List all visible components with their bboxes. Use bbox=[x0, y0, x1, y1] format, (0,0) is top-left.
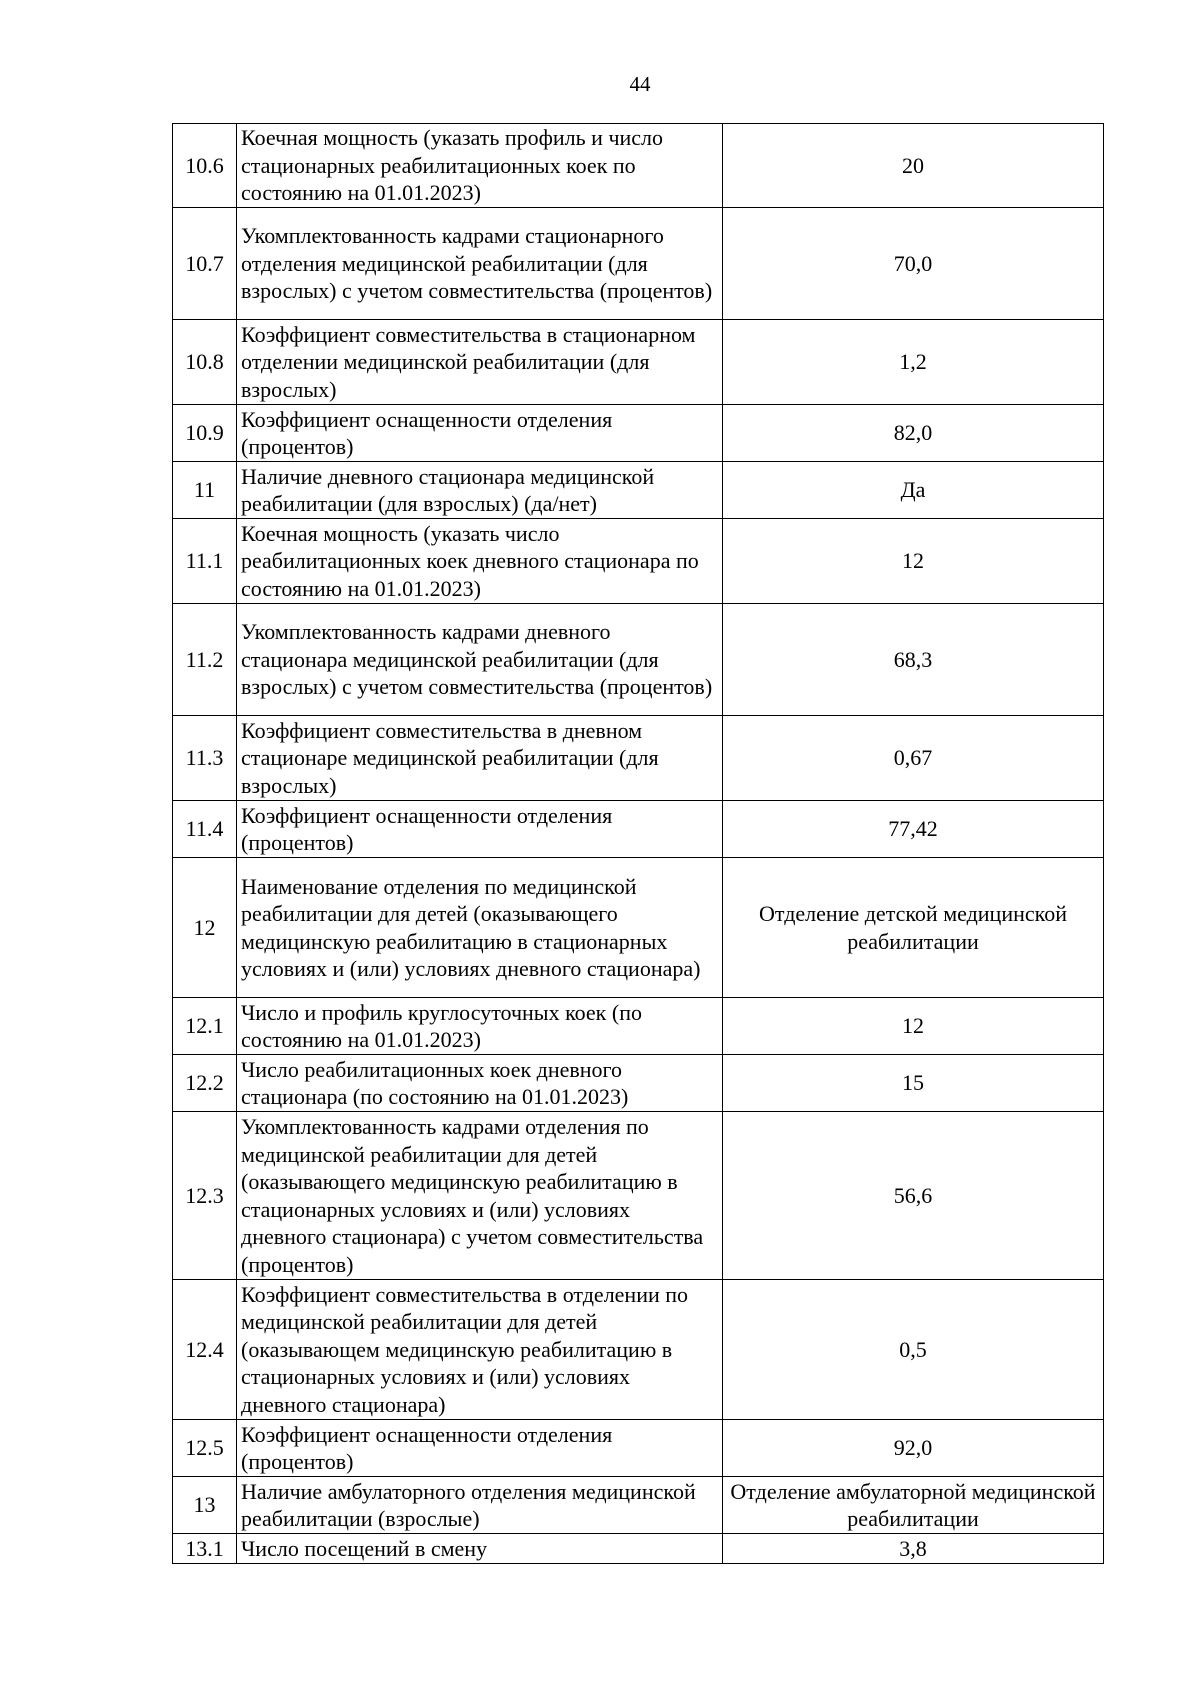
row-description: Наименование отделения по медицинской реабилитации для детей (оказывающего медицинскую реабилитацию в стационарных условиях и (или) условиях дневного стационара) bbox=[237, 858, 723, 998]
row-number: 11.4 bbox=[173, 801, 237, 858]
row-description: Укомплектованность кадрами дневного стационара медицинской реабилитации (для взрослых) с учетом совместительства (процентов) bbox=[237, 604, 723, 716]
row-description: Коечная мощность (указать число реабилитационных коек дневного стационара по состоянию на 01.01.2023) bbox=[237, 519, 723, 604]
table-row bbox=[173, 1420, 1104, 1477]
row-number: 11.1 bbox=[173, 519, 237, 604]
row-value: 0,67 bbox=[723, 716, 1104, 801]
row-number: 11.3 bbox=[173, 716, 237, 801]
page-number: 44 bbox=[629, 72, 651, 96]
row-description: Коечная мощность (указать профиль и число стационарных реабилитационных коек по состоянию на 01.01.2023) bbox=[237, 124, 723, 208]
row-description: Коэффициент совместительства в отделении по медицинской реабилитации для детей (оказывающем медицинскую реабилитацию в стационарных условиях и (или) условиях дневного стационара) bbox=[237, 1280, 723, 1420]
row-description: Число реабилитационных коек дневного стационара (по состоянию на 01.01.2023) bbox=[237, 1055, 723, 1112]
table-row bbox=[173, 208, 1104, 320]
row-number: 10.9 bbox=[173, 405, 237, 462]
row-number: 12.2 bbox=[173, 1055, 237, 1112]
row-value: 0,5 bbox=[723, 1280, 1104, 1420]
row-description: Коэффициент оснащенности отделения (процентов) bbox=[237, 405, 723, 462]
row-value: Да bbox=[723, 462, 1104, 519]
row-value: 3,8 bbox=[723, 1534, 1104, 1564]
row-number: 11.2 bbox=[173, 604, 237, 716]
row-description: Коэффициент оснащенности отделения (процентов) bbox=[237, 801, 723, 858]
table-row bbox=[173, 320, 1104, 405]
row-value: 77,42 bbox=[723, 801, 1104, 858]
table-row bbox=[173, 716, 1104, 801]
row-number: 10.7 bbox=[173, 208, 237, 320]
table-row bbox=[173, 1112, 1104, 1280]
row-value: 15 bbox=[723, 1055, 1104, 1112]
row-value: 12 bbox=[723, 519, 1104, 604]
row-number: 13.1 bbox=[173, 1534, 237, 1564]
row-value: 70,0 bbox=[723, 208, 1104, 320]
table-row bbox=[173, 405, 1104, 462]
row-number: 12.3 bbox=[173, 1112, 237, 1280]
table-row bbox=[173, 1280, 1104, 1420]
table-row bbox=[173, 604, 1104, 716]
row-description: Число посещений в смену bbox=[237, 1534, 723, 1564]
row-value: 56,6 bbox=[723, 1112, 1104, 1280]
table-row bbox=[173, 1534, 1104, 1564]
row-value: 12 bbox=[723, 998, 1104, 1055]
row-number: 12.5 bbox=[173, 1420, 237, 1477]
row-value: Отделение амбулаторной медицинской реабилитации bbox=[723, 1477, 1104, 1534]
row-description: Укомплектованность кадрами стационарного отделения медицинской реабилитации (для взрослых) с учетом совместительства (процентов) bbox=[237, 208, 723, 320]
row-value: 92,0 bbox=[723, 1420, 1104, 1477]
row-description: Коэффициент совместительства в стационарном отделении медицинской реабилитации (для взрослых) bbox=[237, 320, 723, 405]
table-row bbox=[173, 124, 1104, 208]
row-value: 68,3 bbox=[723, 604, 1104, 716]
table-row bbox=[173, 519, 1104, 604]
table-row bbox=[173, 801, 1104, 858]
row-description: Коэффициент совместительства в дневном стационаре медицинской реабилитации (для взрослых) bbox=[237, 716, 723, 801]
row-description: Укомплектованность кадрами отделения по медицинской реабилитации для детей (оказывающего медицинскую реабилитацию в стационарных условиях и (или) условиях дневного стационара) с учетом совместительства (процентов) bbox=[237, 1112, 723, 1280]
row-value: 20 bbox=[723, 124, 1104, 208]
row-number: 12 bbox=[173, 858, 237, 998]
table-row bbox=[173, 462, 1104, 519]
row-number: 12.1 bbox=[173, 998, 237, 1055]
row-number: 11 bbox=[173, 462, 237, 519]
row-description: Наличие дневного стационара медицинской реабилитации (для взрослых) (да/нет) bbox=[237, 462, 723, 519]
row-number: 12.4 bbox=[173, 1280, 237, 1420]
table-row bbox=[173, 1477, 1104, 1534]
row-value: 1,2 bbox=[723, 320, 1104, 405]
row-description: Число и профиль круглосуточных коек (по состоянию на 01.01.2023) bbox=[237, 998, 723, 1055]
table-row bbox=[173, 858, 1104, 998]
row-description: Наличие амбулаторного отделения медицинской реабилитации (взрослые) bbox=[237, 1477, 723, 1534]
row-value: 82,0 bbox=[723, 405, 1104, 462]
row-number: 13 bbox=[173, 1477, 237, 1534]
row-number: 10.8 bbox=[173, 320, 237, 405]
table-row bbox=[173, 998, 1104, 1055]
indicators-table bbox=[172, 123, 1104, 1564]
row-description: Коэффициент оснащенности отделения (процентов) bbox=[237, 1420, 723, 1477]
row-value: Отделение детской медицинской реабилитации bbox=[723, 858, 1104, 998]
row-number: 10.6 bbox=[173, 124, 237, 208]
table-row bbox=[173, 1055, 1104, 1112]
